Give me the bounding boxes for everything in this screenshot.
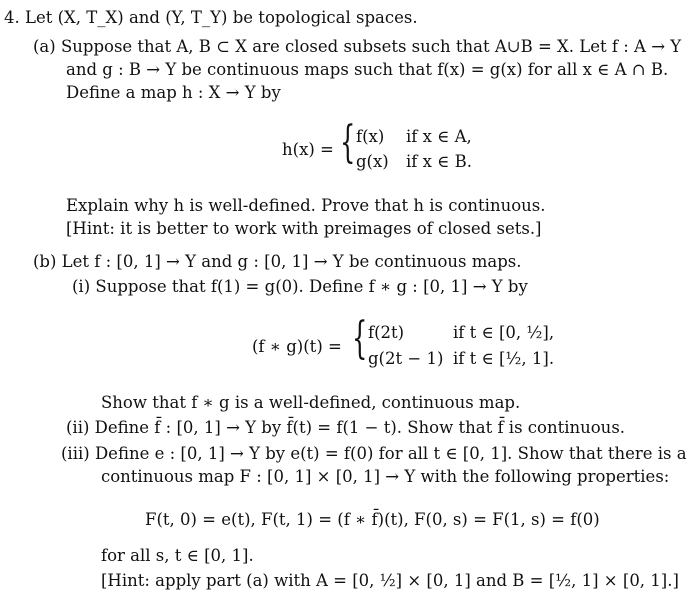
piecewise-fg-case1-expr: f(2t) bbox=[368, 323, 405, 342]
piecewise-h-case1-expr: f(x) bbox=[356, 127, 385, 146]
part-b-iii-line-1: (iii) Define e : [0, 1] → Y by e(t) = f(0) for all t ∈ [0, 1]. Show that there is a bbox=[61, 444, 687, 463]
piecewise-fg-case2-cond: if t ∈ [½, 1]. bbox=[453, 349, 555, 368]
part-b-show: Show that f ∗ g is a well-defined, continuous map. bbox=[101, 393, 521, 412]
part-b-line-1: (b) Let f : [0, 1] → Y and g : [0, 1] → Y be continuous maps. bbox=[33, 252, 522, 271]
piecewise-fg-case1-cond: if t ∈ [0, ½], bbox=[453, 323, 555, 342]
left-brace-icon: { bbox=[352, 313, 368, 364]
part-a-explain: Explain why h is well-defined. Prove that h is continuous. bbox=[66, 196, 546, 215]
piecewise-h-case2-cond: if x ∈ B. bbox=[406, 152, 473, 171]
piecewise-h-case1-cond: if x ∈ A, bbox=[406, 127, 472, 146]
part-a-hint: [Hint: it is better to work with preimages of closed sets.] bbox=[66, 219, 542, 238]
part-b-i-line: (i) Suppose that f(1) = g(0). Define f ∗ g : [0, 1] → Y by bbox=[72, 277, 528, 296]
part-a-line-1: (a) Suppose that A, B ⊂ X are closed subsets such that A∪B = X. Let f : A → Y bbox=[33, 37, 682, 56]
piecewise-h-case2-expr: g(x) bbox=[356, 152, 389, 171]
part-b-iii-line-2: continuous map F : [0, 1] × [0, 1] → Y with the following properties: bbox=[101, 467, 670, 486]
piecewise-fg-lhs: (f ∗ g)(t) = bbox=[252, 337, 342, 356]
part-a-line-3: Define a map h : X → Y by bbox=[66, 83, 281, 102]
part-b-forall: for all s, t ∈ [0, 1]. bbox=[101, 546, 254, 565]
homotopy-properties: F(t, 0) = e(t), F(t, 1) = (f ∗ f̄)(t), F(0, s) = F(1, s) = f(0) bbox=[145, 510, 600, 529]
problem-heading: 4. Let (X, T_X) and (Y, T_Y) be topological spaces. bbox=[4, 8, 418, 27]
part-b-hint: [Hint: apply part (a) with A = [0, ½] × [0, 1] and B = [½, 1] × [0, 1].] bbox=[101, 571, 679, 590]
left-brace-icon: { bbox=[340, 117, 356, 168]
piecewise-fg-case2-expr: g(2t − 1) bbox=[368, 349, 444, 368]
part-b-ii-line: (ii) Define f̄ : [0, 1] → Y by f̄(t) = f(1 − t). Show that f̄ is continuous. bbox=[66, 418, 626, 437]
part-a-line-2: and g : B → Y be continuous maps such that f(x) = g(x) for all x ∈ A ∩ B. bbox=[66, 60, 669, 79]
piecewise-h-lhs: h(x) = bbox=[282, 140, 334, 159]
